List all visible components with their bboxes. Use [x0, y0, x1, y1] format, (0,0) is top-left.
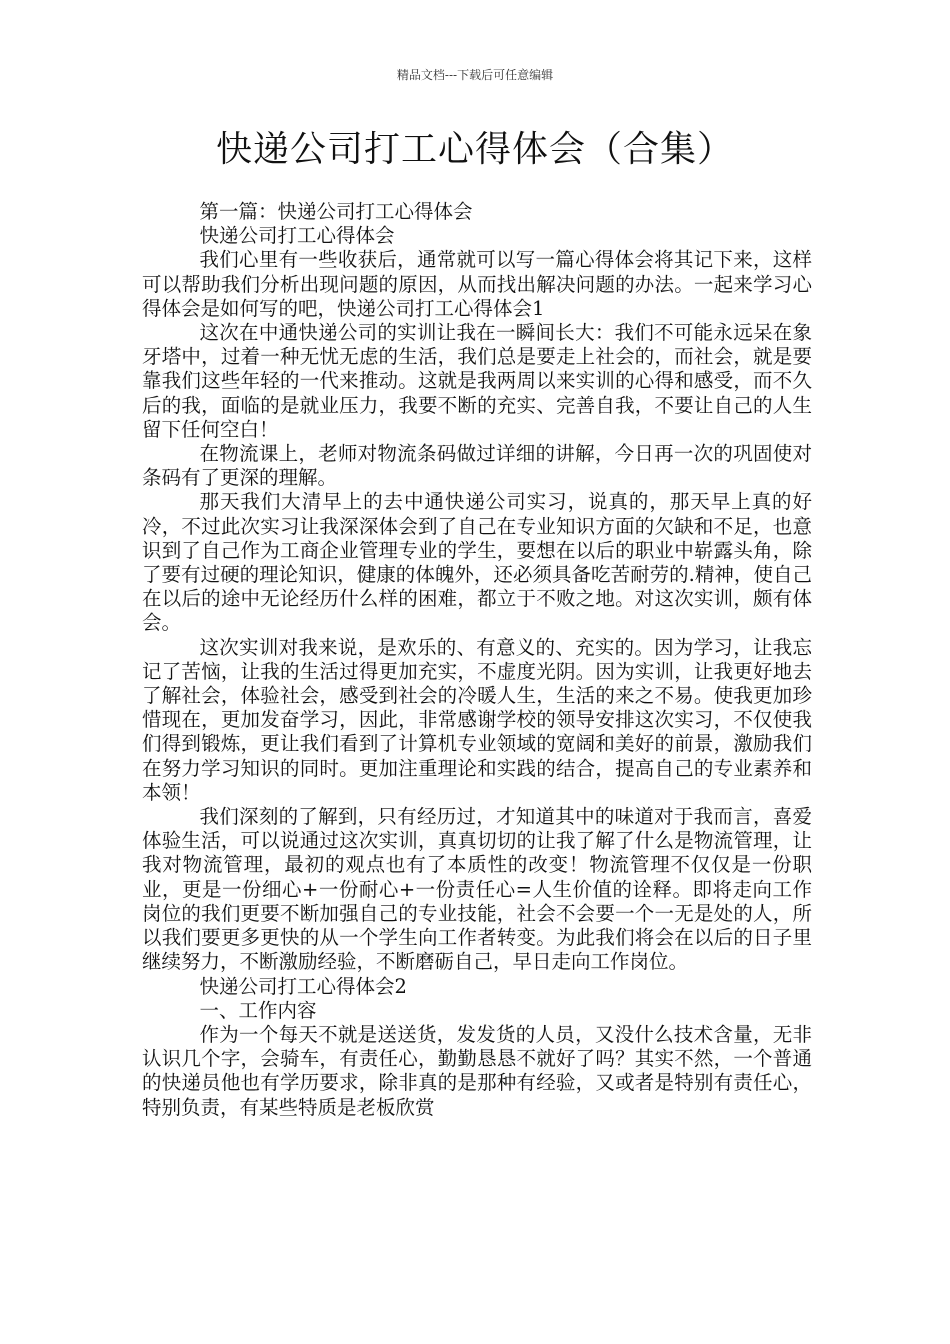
document-body: [142, 200, 812, 1120]
body-paragraph: 这次实训对我来说，是欢乐的、有意义的、充实的。因为学习，让我忘记了苦恼，让我的生活过得更加充实，不虚度光阴。因为实训，让我更好地去了解社会，体验社会，感受到社会的冷暖人生，生活的来之不易。使我更加珍惜现在，更加发奋学习，因此，非常感谢学校的领导安排这次实习，不仅使我们得到锻炼，更让我们看到了计算机专业领域的宽阔和美好的前景，激励我们在努力学习知识的同时。更加注重理论和实践的结合，提高自己的专业素养和本领！: [142, 635, 812, 804]
document-title: 快递公司打工心得体会（合集）: [215, 129, 734, 170]
body-paragraph: 作为一个每天不就是送送货，发发货的人员，又没什么技术含量，无非认识几个字，会骑车，有责任心，勤勤恳恳不就好了吗？其实不然，一个普通的快递员他也有学历要求，除非真的是那种有经验，又或者是特别有责任心，特别负责，有某些特质是老板欣赏: [142, 1022, 812, 1119]
subsection-heading: 快递公司打工心得体会2: [199, 974, 407, 998]
subsection-heading: 快递公司打工心得体会: [199, 224, 395, 248]
section-heading: 第一篇：快递公司打工心得体会: [199, 200, 473, 223]
body-paragraph: 这次在中通快递公司的实训让我在一瞬间长大：我们不可能永远呆在象牙塔中，过着一种无忧无虑的生活，我们总是要走上社会的，而社会，就是要靠我们这些年轻的一代来推动。这就是我两周以来实训的心得和感受，而不久后的我，面临的是就业压力，我要不断的充实、完善自我，不要让自己的人生留下任何空白！: [142, 321, 812, 441]
body-paragraph: 那天我们大清早上的去中通快递公司实习，说真的，那天早上真的好冷，不过此次实习让我深深体会到了自己在专业知识方面的欠缺和不足，也意识到了自己作为工商企业管理专业的学生，要想在以后的职业中崭露头角，除了要有过硬的理论知识，健康的体魄外，还必须具备吃苦耐劳的.精神，使自己在以后的途中无论经历什么样的困难，都立于不败之地。对这次实训，颇有体会。: [142, 490, 812, 635]
list-heading: 一、工作内容: [199, 998, 317, 1022]
body-paragraph: 我们心里有一些收获后，通常就可以写一篇心得体会将其记下来，这样可以帮助我们分析出现问题的原因，从而找出解决问题的办法。一起来学习心得体会是如何写的吧，快递公司打工心得体会1: [142, 248, 812, 320]
document-header-note: 精品文档---下载后可任意编辑: [396, 68, 554, 82]
body-paragraph: 在物流课上，老师对物流条码做过详细的讲解，今日再一次的巩固使对条码有了更深的理解。: [142, 442, 812, 490]
body-paragraph: 我们深刻的了解到，只有经历过，才知道其中的味道对于我而言，喜爱体验生活，可以说通过这次实训，真真切切的让我了解了什么是物流管理，让我对物流管理，最初的观点也有了本质性的改变！物流管理不仅仅是一份职业，更是一份细心+一份耐心+一份责任心=人生价值的诠释。即将走向工作岗位的我们更要不断加强自己的专业技能，社会不会要一个一无是处的人，所以我们要更多更快的从一个学生向工作者转变。为此我们将会在以后的日子里继续努力，不断激励经验，不断磨砺自己，早日走向工作岗位。: [142, 805, 812, 974]
